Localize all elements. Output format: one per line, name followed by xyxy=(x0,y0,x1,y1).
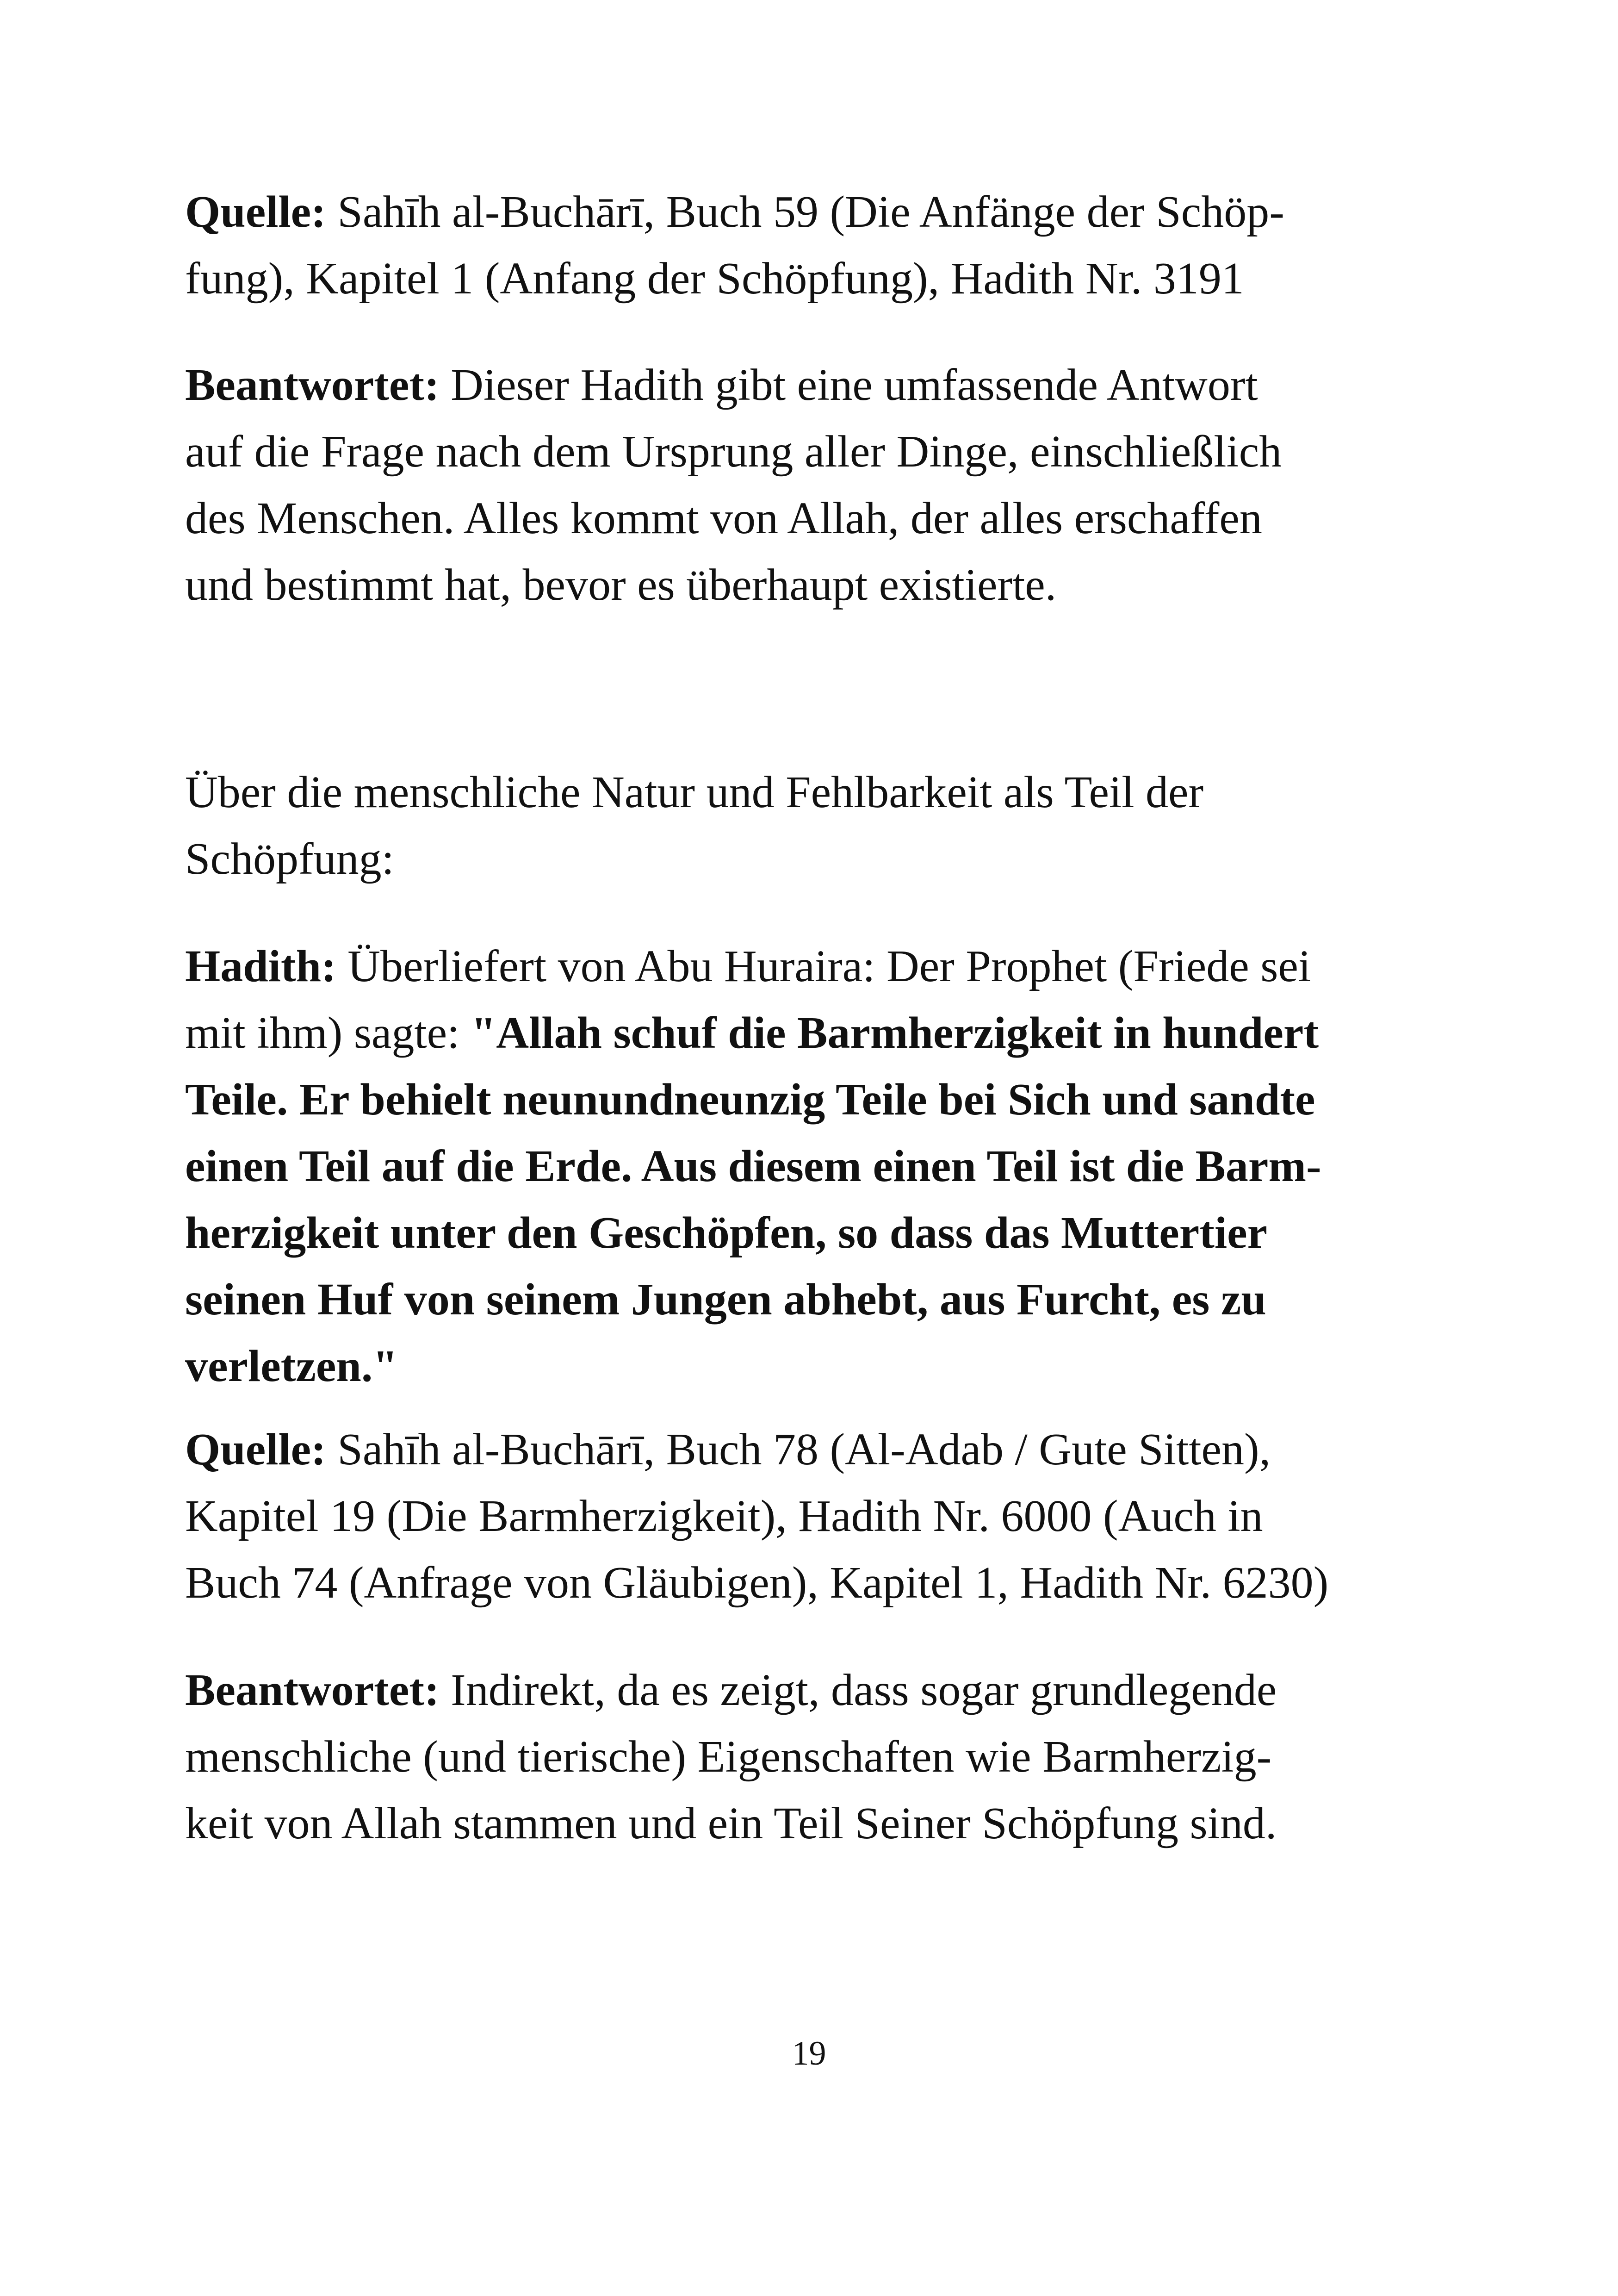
answer-1-line-3: des Menschen. Alles kommt von Allah, der alles erschaffen xyxy=(185,493,1262,543)
source-2-line-1: Quelle: Sahīh al-Buchārī, Buch 78 (Al-Adab / Gute Sitten), xyxy=(185,1425,1271,1475)
answer-paragraph-1 xyxy=(185,352,1453,618)
hadith-line-5: herzigkeit unter den Geschöpfen, so dass das Muttertier xyxy=(185,1208,1268,1258)
page-number: 19 xyxy=(792,2035,826,2072)
source-label: Quelle: xyxy=(185,1425,326,1475)
hadith-line-4: einen Teil auf die Erde. Aus diesem einen Teil ist die Barm- xyxy=(185,1141,1321,1191)
hadith-quote-start: "Allah schuf die Barmherzigkeit in hundert xyxy=(471,1008,1319,1058)
source-2-line-3: Buch 74 (Anfrage von Gläubigen), Kapitel 1, Hadith Nr. 6230) xyxy=(185,1558,1329,1608)
hadith-line-1: Hadith: Überliefert von Abu Huraira: Der Prophet (Friede sei xyxy=(185,941,1311,991)
answer-2-line-3: keit von Allah stammen und ein Teil Seiner Schöpfung sind. xyxy=(185,1798,1277,1848)
answer-2-line-2: menschliche (und tierische) Eigenschaften wie Barmherzig- xyxy=(185,1732,1272,1782)
answer-label: Beantwortet: xyxy=(185,1665,440,1715)
heading-line-1: Über die menschliche Natur und Fehlbarkeit als Teil der xyxy=(185,767,1204,817)
hadith-line-7: verletzen." xyxy=(185,1341,398,1391)
hadith-line-6: seinen Huf von seinem Jungen abhebt, aus Furcht, es zu xyxy=(185,1275,1266,1325)
answer-label: Beantwortet: xyxy=(185,360,440,410)
hadith-label: Hadith: xyxy=(185,941,336,991)
source-1-line-2: fung), Kapitel 1 (Anfang der Schöpfung), Hadith Nr. 3191 xyxy=(185,254,1244,304)
heading-line-2: Schöpfung: xyxy=(185,834,394,884)
hadith-paragraph xyxy=(185,933,1453,1400)
answer-1-line-4: und bestimmt hat, bevor es überhaupt existierte. xyxy=(185,560,1057,610)
source-paragraph-1 xyxy=(185,179,1453,312)
source-2-line-2: Kapitel 19 (Die Barmherzigkeit), Hadith Nr. 6000 (Auch in xyxy=(185,1491,1263,1541)
source-1-line-1: Quelle: Sahīh al-Buchārī, Buch 59 (Die Anfänge der Schöp- xyxy=(185,187,1284,237)
source-paragraph-2 xyxy=(185,1416,1453,1616)
answer-1-line-1: Beantwortet: Dieser Hadith gibt eine umfassende Antwort xyxy=(185,360,1258,410)
answer-paragraph-2 xyxy=(185,1657,1453,1857)
section-heading xyxy=(185,759,1453,892)
answer-1-line-2: auf die Frage nach dem Ursprung aller Dinge, einschließlich xyxy=(185,427,1282,477)
hadith-line-2: mit ihm) sagte: "Allah schuf die Barmherzigkeit in hundert xyxy=(185,1008,1319,1058)
hadith-line-3: Teile. Er behielt neunundneunzig Teile bei Sich und sandte xyxy=(185,1075,1315,1125)
source-label: Quelle: xyxy=(185,187,326,237)
answer-2-line-1: Beantwortet: Indirekt, da es zeigt, dass sogar grundlegende xyxy=(185,1665,1277,1715)
